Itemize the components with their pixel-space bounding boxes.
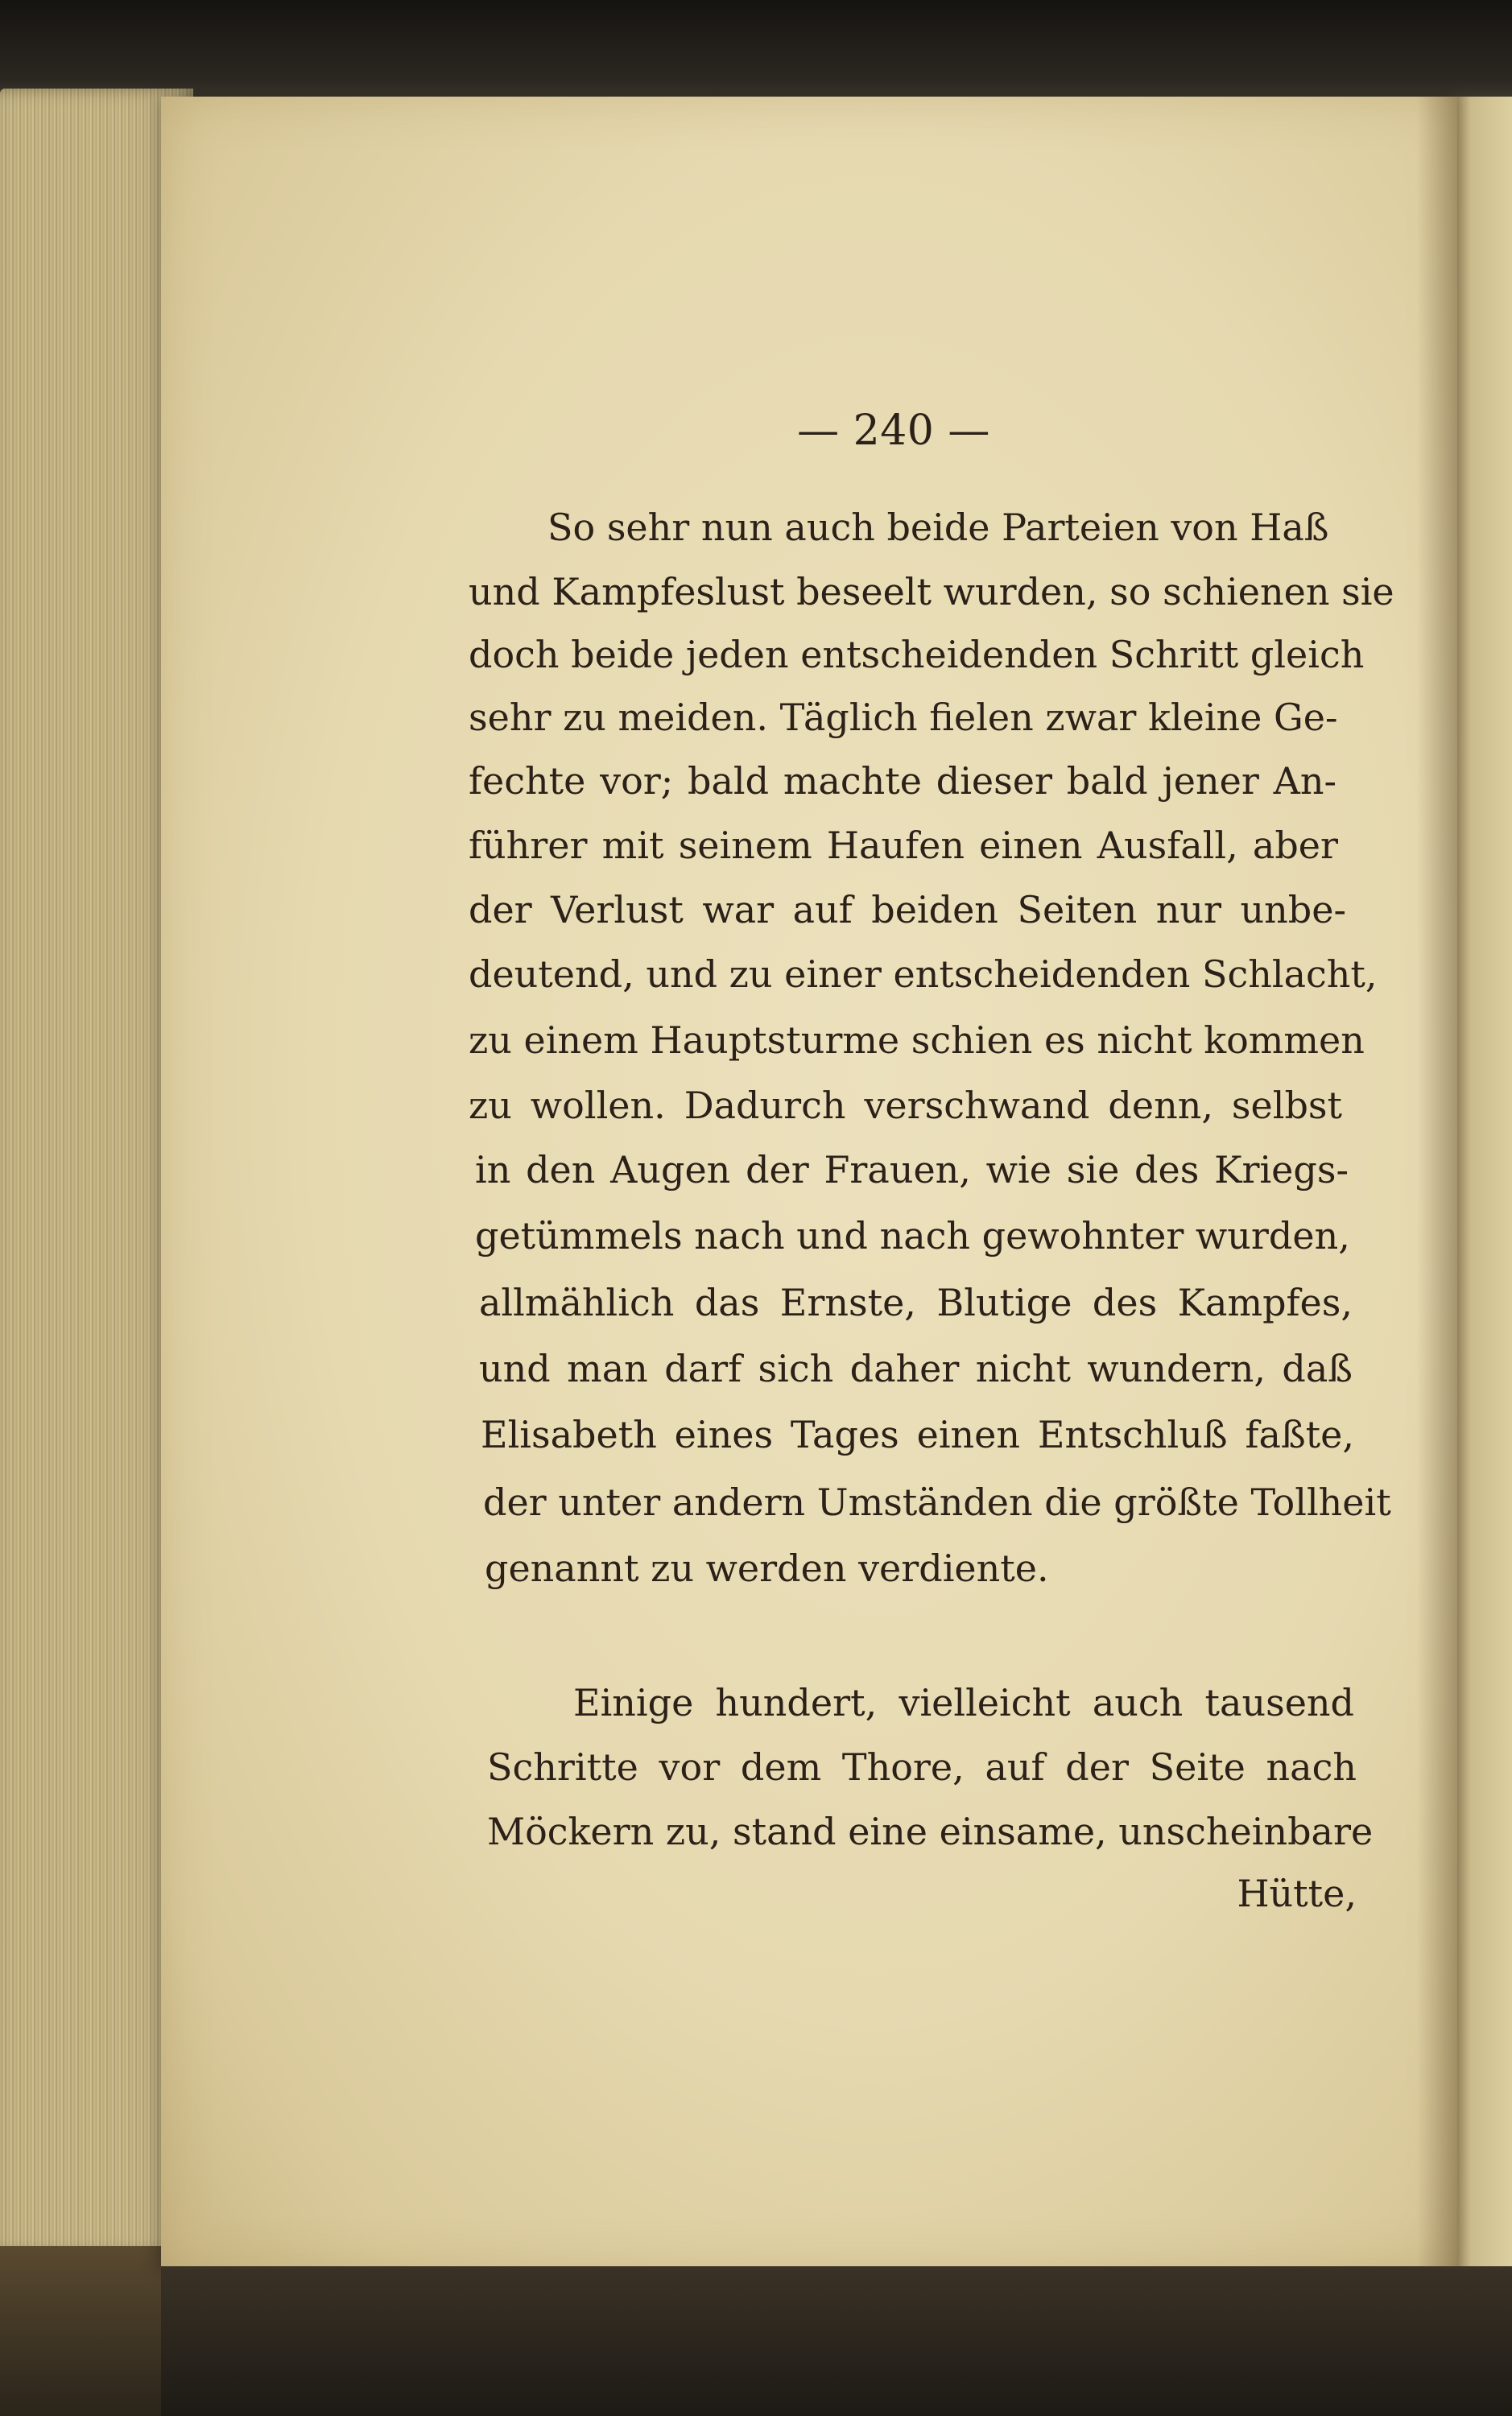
text-line: und man darf sich daher nicht wundern, daß bbox=[479, 1347, 1353, 1390]
text-line: So sehr nun auch beide Parteien von Haß bbox=[547, 506, 1329, 549]
page-number: — 240 — bbox=[797, 407, 990, 455]
text-line: in den Augen der Frauen, wie sie des Kriegs- bbox=[475, 1148, 1349, 1191]
text-line: allmählich das Ernste, Blutige des Kampfes, bbox=[479, 1281, 1353, 1324]
gutter-shadow bbox=[1417, 97, 1457, 2270]
text-line: Einige hundert, vielleicht auch tausend bbox=[573, 1681, 1354, 1724]
text-line: zu wollen. Dadurch verschwand denn, selbst bbox=[469, 1084, 1342, 1127]
text-line: zu einem Hauptsturme schien es nicht kommen bbox=[469, 1018, 1365, 1062]
cover-bottom bbox=[161, 2266, 1512, 2416]
text-line: deutend, und zu einer entscheidenden Schlacht, bbox=[469, 952, 1378, 996]
facing-page-edge bbox=[1453, 97, 1512, 2270]
book-cover-top bbox=[0, 0, 1512, 97]
text-line: sehr zu meiden. Täglich fielen zwar kleine Ge- bbox=[469, 696, 1338, 739]
text-line: der Verlust war auf beiden Seiten nur unbe- bbox=[469, 888, 1346, 931]
text-line: und Kampfeslust beseelt wurden, so schienen sie bbox=[469, 570, 1394, 613]
text-line: der unter andern Umständen die größte Tollheit bbox=[483, 1481, 1391, 1524]
text-line: Elisabeth eines Tages einen Entschluß faßte, bbox=[481, 1413, 1354, 1456]
text-line: doch beide jeden entscheidenden Schritt gleich bbox=[469, 633, 1365, 676]
text-line: führer mit seinem Haufen einen Ausfall, aber bbox=[469, 824, 1338, 867]
text-line: genannt zu werden verdiente. bbox=[485, 1547, 1049, 1590]
text-line: fechte vor; bald machte dieser bald jener An- bbox=[469, 759, 1336, 803]
catchword: Hütte, bbox=[1237, 1872, 1357, 1915]
text-line: Schritte vor dem Thore, auf der Seite nach bbox=[487, 1745, 1357, 1789]
text-line: Möckern zu, stand eine einsame, unscheinbare bbox=[487, 1810, 1374, 1853]
text-line: getümmels nach und nach gewohnter wurden, bbox=[475, 1214, 1350, 1258]
